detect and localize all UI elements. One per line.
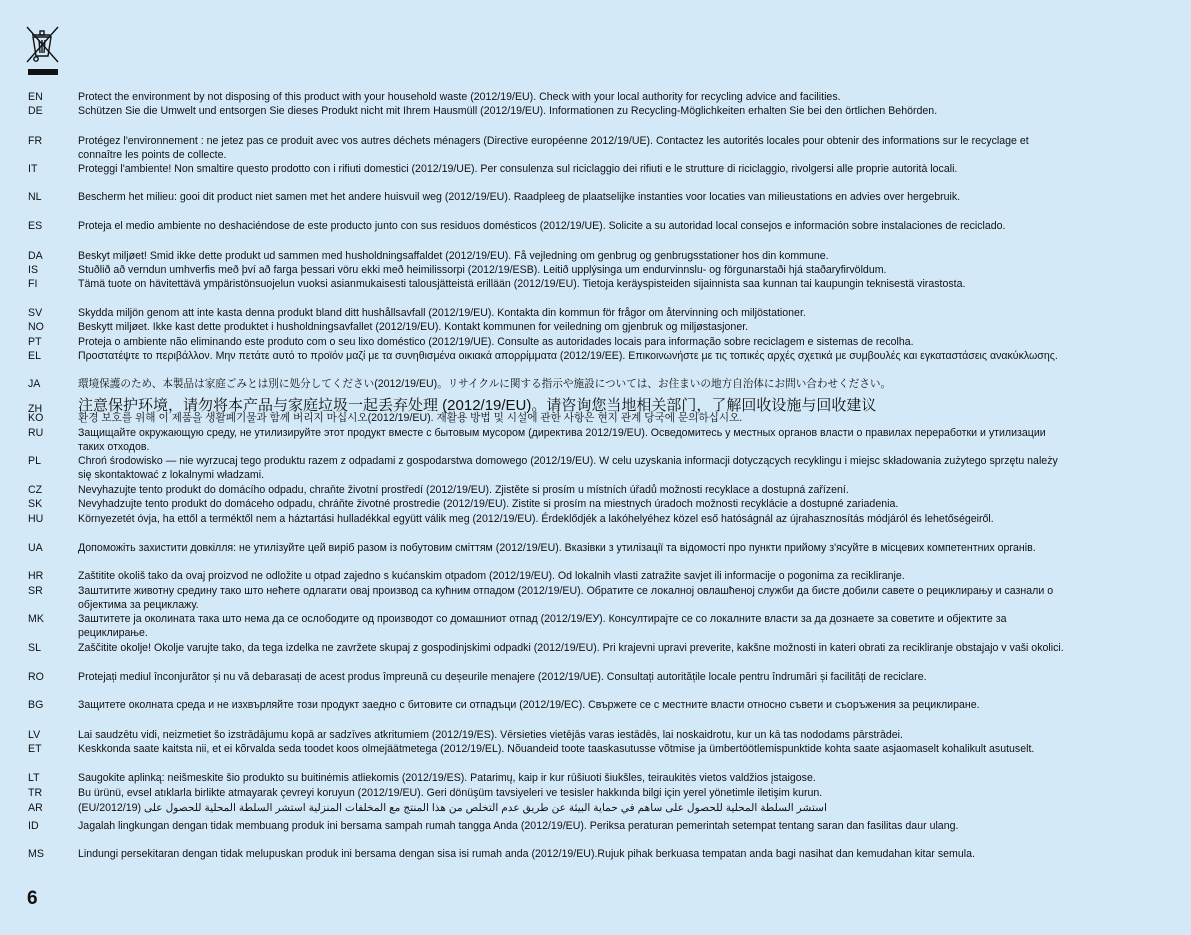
notice-row-tr xyxy=(28,786,1064,800)
notice-row-ru xyxy=(28,426,1064,455)
notice-row-pt xyxy=(28,335,1064,349)
notice-row-ar xyxy=(28,801,1064,815)
notice-text: Protégez l'environnement : ne jetez pas ce produit avec vos autres déchets ménagers (Directive européenne 2012/19/UE). Contactez les autorités locales pour obtenir des informations sur le recyclage et connaître les points de collecte. xyxy=(78,135,1029,162)
notice-row-bg xyxy=(28,698,1064,712)
notice-row-lv xyxy=(28,728,1064,742)
language-code: RU xyxy=(28,427,44,439)
notice-text: Защитете околната среда и не изхвърляйте този продукт заедно с битовите си отпадъци (2012/19/ЕС). Свържете се с местните власти относно съвети и съоръжения за рециклиране. xyxy=(78,699,980,711)
language-code: CZ xyxy=(28,484,43,496)
notice-text: Bescherm het milieu: gooi dit product niet samen met het andere huisvuil weg (2012/19/EU). Raadpleeg de plaatselijke instanties voor locaties van milieustations en advies over hergebruik. xyxy=(78,191,961,203)
notice-row-el xyxy=(28,349,1064,363)
language-code: FR xyxy=(28,135,43,147)
language-code: NL xyxy=(28,191,42,203)
notice-text: Lindungi persekitaran dengan tidak melupuskan produk ini bersama dengan sisa isi rumah anda (2012/19/EU).Rujuk pihak berkuasa tempatan anda bagi nasihat dan kemudahan kitar semula. xyxy=(78,848,975,860)
notice-text: Skydda miljön genom att inte kasta denna produkt bland ditt hushållsavfall (2012/19/EU). Kontakta din kommun för frågor om återvinning och miljöstationer. xyxy=(78,307,806,319)
notice-text: Nevyhadzujte tento produkt do domáceho odpadu, chráňte životné prostredie (2012/19/EU). Zistite si prosím na miestnych úradoch možnosti recyklácie a dostupné zariadenia. xyxy=(78,498,899,510)
notice-row-cz xyxy=(28,483,1064,497)
language-code: BG xyxy=(28,699,44,711)
notice-text: Zaščitite okolje! Okolje varujte tako, da tega izdelka ne zavržete skupaj z gospodinjskimi odpadki (2012/19/EU). Pri krajevni upravi preverite, kakšne možnosti in kateri obrati za recikliranje obstajajo v vaši okolici. xyxy=(78,642,1064,654)
notice-row-it xyxy=(28,162,1064,176)
notice-row-hu xyxy=(28,512,1064,526)
notice-text: Bu ürünü, evsel atıklarla birlikte atmayarak çevreyi koruyun (2012/19/EU). Geri dönüşüm tavsiyeleri ve tesisler hakkında bilgi için yerel yönetimle iletişim kurun. xyxy=(78,787,823,799)
notice-text: Beskyt miljøet! Smid ikke dette produkt ud sammen med husholdningsaffaldet (2012/19/EU). Få vejledning om genbrug og genbrugsstationer hos din kommune. xyxy=(78,250,829,262)
notice-text: Lai saudzētu vidi, neizmetiet šo izstrādājumu kopā ar sadzīves atkritumiem (2012/19/ES). Vērsieties vietējās varas iestādēs, lai noskaidrotu, kur un kā tas nododams pārstrādei. xyxy=(78,729,903,741)
notice-text: استشر السلطة المحلية للحصول على ساهم في حماية البيئة عن طريق عدم التخلص من هذا المنتج مع المخلفات المنزلية استشر السلطة المحلية للحصول على (2012/19/EU) xyxy=(78,802,827,814)
notice-text: 注意保护环境，请勿将本产品与家庭垃圾一起丢弃处理 (2012/19/EU)。请咨询您当地相关部门，了解回收设施与回收建议 xyxy=(78,397,877,414)
language-code: IS xyxy=(28,264,39,276)
notice-row-no xyxy=(28,320,1064,334)
language-code: IT xyxy=(28,163,38,175)
notice-row-ko xyxy=(28,411,1064,425)
language-code: HU xyxy=(28,513,44,525)
page-number: 6 xyxy=(27,888,38,909)
language-code: EL xyxy=(28,350,41,362)
notice-row-da xyxy=(28,249,1064,263)
language-code: JA xyxy=(28,378,41,390)
notice-text: Beskytt miljøet. Ikke kast dette produktet i husholdningsavfallet (2012/19/EU). Kontakt kommunen for veiledning om gjenbruk og miljøstasjoner. xyxy=(78,321,749,333)
language-code: ET xyxy=(28,743,42,755)
language-code: SK xyxy=(28,498,43,510)
language-code: PL xyxy=(28,455,41,467)
language-code: SR xyxy=(28,585,43,597)
notice-text: Защищайте окружающую среду, не утилизируйте этот продукт вместе с бытовым мусором (директива 2012/19/EU). Осведомитесь у местных органов власти о правилах переработки и утилизации таких отходов. xyxy=(78,427,1046,454)
notice-text: Protejați mediul înconjurător și nu vă debarasați de acest produs împreună cu deșeurile menajere (2012/19/UE). Consultați autoritățile locale pentru îndrumări și facilități de reciclare. xyxy=(78,671,927,683)
notice-row-pl xyxy=(28,454,1064,483)
notice-row-mk xyxy=(28,612,1064,641)
notice-text: Stuðlið að verndun umhverfis með því að farga þessari vöru ekki með heimilissorpi (2012/19/ESB). Leitið upplýsinga um endurvinnslu- og förgunarstaði hjá staðaryfirvöldum. xyxy=(78,264,887,276)
notice-row-de xyxy=(28,104,1064,118)
language-code: AR xyxy=(28,802,43,814)
language-code: KO xyxy=(28,412,44,424)
notice-text: Protect the environment by not disposing of this product with your household waste (2012/19/EU). Check with your local authority for recycling advice and facilities. xyxy=(78,91,841,103)
notice-row-en xyxy=(28,90,1064,104)
notice-text: Заштитите животну средину тако што нећете одлагати овај производ са кућним отпадом (2012/19/EU). Обратите се локалној овлашћеној служби да бисте добили савете о рециклирању и сазнали о објектима за рециклажу. xyxy=(78,585,1054,612)
language-code: SL xyxy=(28,642,41,654)
notice-row-sk xyxy=(28,497,1064,511)
notice-row-ms xyxy=(28,847,1064,861)
notice-text: Zaštitite okoliš tako da ovaj proizvod ne odložite u otpad zajedno s kućanskim otpadom (2012/19/EU). Od lokalnih vlasti zatražite savjet ili informacije o pogonima za recikliranje. xyxy=(78,570,905,582)
notice-text: Környezetét óvja, ha ettől a terméktől nem a háztartási hulladékkal együtt válik meg (2012/19/EU). Érdeklődjék a lakóhelyéhez közel eső hatóságnál az újrahasznosítás módjáról és lehetőségeiről. xyxy=(78,513,994,525)
notice-text: 환경 보호를 위해 이 제품을 생활폐기물과 함께 버리지 마십시오(2012/19/EU). 재활용 방법 및 시설에 관한 사항은 현지 관계 당국에 문의하십시오. xyxy=(78,412,743,424)
language-code: FI xyxy=(28,278,38,290)
notice-text: Proteja el medio ambiente no deshaciéndose de este producto junto con sus residuos domésticos (2012/19/UE). Solicite a su autoridad local consejos e información sobre instalaciones de reciclado. xyxy=(78,220,1006,232)
notice-text: Chroń środowisko — nie wyrzucaj tego produktu razem z odpadami z gospodarstwa domowego (2012/19/EU). W celu uzyskania informacji dotyczących recyklingu i miejsc składowania zużytego sprzętu należy się skontaktować z lokalnymi władzami. xyxy=(78,455,1058,482)
notice-row-lt xyxy=(28,771,1064,785)
notice-row-fi xyxy=(28,277,1064,291)
language-code: ID xyxy=(28,820,39,832)
language-code: LV xyxy=(28,729,41,741)
notice-row-is xyxy=(28,263,1064,277)
notice-row-fr xyxy=(28,134,1064,163)
notice-text: Jagalah lingkungan dengan tidak membuang produk ini bersama sampah rumah tangga Anda (2012/19/EU). Periksa peraturan pemerintah setempat tentang saran dan fasilitas daur ulang. xyxy=(78,820,959,832)
notice-row-sv xyxy=(28,306,1064,320)
notice-row-sr xyxy=(28,584,1064,613)
language-code: LT xyxy=(28,772,40,784)
notice-row-et xyxy=(28,742,1064,756)
language-code: SV xyxy=(28,307,43,319)
notice-text: Nevyhazujte tento produkt do domácího odpadu, chraňte životní prostředí (2012/19/EU). Zjistěte si prosím u místních úřadů možnosti recyklace a dostupná zařízení. xyxy=(78,484,849,496)
notice-text: Заштитете ја околината така што нема да се ослободите од производот со домашниот отпад (2012/19/ЕУ). Консултирајте се со локалните власти за да дознаете за советите и објектите за рециклирање. xyxy=(78,613,1007,640)
notice-row-ua xyxy=(28,541,1064,555)
notice-text: Saugokite aplinką: neišmeskite šio produkto su buitinėmis atliekomis (2012/19/ES). Patarimų, kaip ir kur rūšiuoti šiukšles, teiraukitės vietos valdžios įstaigose. xyxy=(78,772,816,784)
notice-row-sl xyxy=(28,641,1064,655)
language-code: DE xyxy=(28,105,43,117)
language-code: DA xyxy=(28,250,43,262)
language-code: PT xyxy=(28,336,42,348)
notice-row-nl xyxy=(28,190,1064,204)
notice-row-id xyxy=(28,819,1064,833)
language-code: UA xyxy=(28,542,43,554)
notice-row-hr xyxy=(28,569,1064,583)
notice-text: Допоможіть захистити довкілля: не утилізуйте цей виріб разом із побутовим сміттям (2012/19/EU). Вказівки з утилізації та відомості про пункти прийому з'ясуйте в місцевих компетентних органів. xyxy=(78,542,1036,554)
language-code: TR xyxy=(28,787,43,799)
notice-text: Tämä tuote on hävitettävä ympäristönsuojelun vuoksi asianmukaisesti talousjätteistä erillään (2012/19/EU). Tietoja keräyspisteiden sijainnista saa kunnan tai kaupungin teknisestä virastosta. xyxy=(78,278,966,290)
language-code: MS xyxy=(28,848,44,860)
notice-text: Προστατέψτε το περιβάλλον. Μην πετάτε αυτό το προϊόν μαζί με τα συνηθισμένα οικιακά απορρίμματα (2012/19/ΕΕ). Επικοινωνήστε με τις τοπικές αρχές σχετικά με συμβουλές και εγκαταστάσεις ανακύκλωσης. xyxy=(78,350,1058,362)
language-code: ES xyxy=(28,220,43,232)
language-code: NO xyxy=(28,321,44,333)
language-code: RO xyxy=(28,671,44,683)
weee-crossed-bin-icon xyxy=(24,24,62,78)
notice-text: 環境保護のため、本製品は家庭ごみとは別に処分してください(2012/19/EU)。リサイクルに関する指示や施設については、お住まいの地方自治体にお問い合わせください。 xyxy=(78,378,892,390)
notice-text: Keskkonda saate kaitsta nii, et ei kõrvalda seda toodet koos olmejäätmetega (2012/19/EL). Nõuandeid toote taaskasutusse võtmise ja ümbertöötlemispunktide kohta saate asjaomaselt kohalikult asutuselt. xyxy=(78,743,1035,755)
notice-row-ro xyxy=(28,670,1064,684)
notice-text: Schützen Sie die Umwelt und entsorgen Sie dieses Produkt nicht mit Ihrem Hausmüll (2012/19/EU). Informationen zu Recycling-Möglichkeiten erhalten Sie bei den örtlichen Behörden. xyxy=(78,105,938,117)
notice-text: Proteggi l'ambiente! Non smaltire questo prodotto con i rifiuti domestici (2012/19/UE). Per consulenza sul riciclaggio dei rifiuti e le strutture di riciclaggio, rivolgersi alle proprie autorità locali. xyxy=(78,163,958,175)
language-code: EN xyxy=(28,91,43,103)
language-code: ZH xyxy=(28,403,43,415)
notice-row-ja xyxy=(28,377,1064,391)
notice-row-es xyxy=(28,219,1064,233)
language-code: MK xyxy=(28,613,44,625)
notice-text: Proteja o ambiente não eliminando este produto com o seu lixo doméstico (2012/19/UE). Consulte as autoridades locais para informação sobre reciclagem e sistemas de recolha. xyxy=(78,336,914,348)
language-code: HR xyxy=(28,570,44,582)
